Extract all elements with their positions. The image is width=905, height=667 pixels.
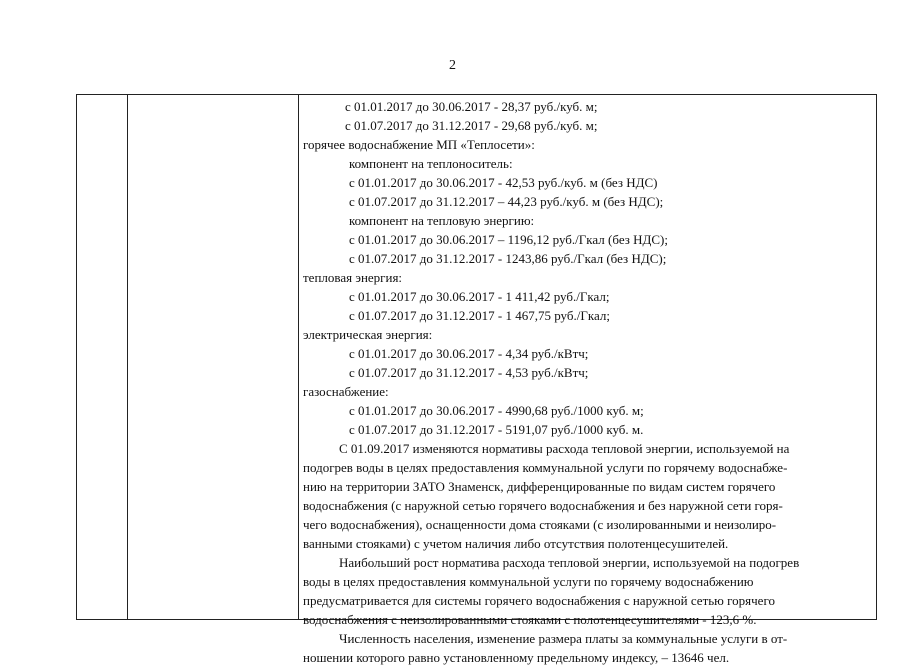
text-line: с 01.01.2017 до 30.06.2017 - 1 411,42 руб./Гкал; xyxy=(349,289,610,304)
text-line: с 01.01.2017 до 30.06.2017 – 1196,12 руб./Гкал (без НДС); xyxy=(349,232,668,247)
text-line: компонент на теплоноситель: xyxy=(349,156,513,171)
text-line: Наибольший рост норматива расхода тепловой энергии, используемой на подогрев xyxy=(339,555,800,570)
table-column-divider xyxy=(298,95,299,619)
text-line: с 01.01.2017 до 30.06.2017 - 28,37 руб./куб. м; xyxy=(345,99,598,114)
text-line: с 01.01.2017 до 30.06.2017 - 4,34 руб./кВтч; xyxy=(349,346,589,361)
text-line: с 01.01.2017 до 30.06.2017 - 42,53 руб./куб. м (без НДС) xyxy=(349,175,658,190)
text-line: водоснабжения с неизолированными стояками с полотенцесушителями - 123,6 %. xyxy=(303,612,757,627)
text-line: нию на территории ЗАТО Знаменск, дифференцированные по видам систем горячего xyxy=(303,479,776,494)
text-line: газоснабжение: xyxy=(303,384,389,399)
text-line: ванными стояками) с учетом наличия либо отсутствия полотенцесушителей. xyxy=(303,536,729,551)
text-line: С 01.09.2017 изменяются нормативы расхода тепловой энергии, используемой на xyxy=(339,441,790,456)
text-line: тепловая энергия: xyxy=(303,270,403,285)
text-line: подогрев воды в целях предоставления коммунальной услуги по горячему водоснабже- xyxy=(303,460,788,475)
text-line: с 01.07.2017 до 31.12.2017 – 44,23 руб./куб. м (без НДС); xyxy=(349,194,664,209)
page-number: 2 xyxy=(449,58,456,73)
table-cell-content xyxy=(303,97,873,667)
table-column-divider xyxy=(127,95,128,619)
text-line: с 01.07.2017 до 31.12.2017 - 4,53 руб./кВтч; xyxy=(349,365,589,380)
text-line: с 01.07.2017 до 31.12.2017 - 29,68 руб./куб. м; xyxy=(345,118,598,133)
text-line: с 01.07.2017 до 31.12.2017 - 1243,86 руб./Гкал (без НДС); xyxy=(349,251,667,266)
text-line: водоснабжения (с наружной сетью горячего водоснабжения и без наружной сети горя- xyxy=(303,498,783,513)
text-line: горячее водоснабжение МП «Теплосети»: xyxy=(303,137,535,152)
text-line: чего водоснабжения), оснащенности дома стояками (с изолированными и неизолиро- xyxy=(303,517,777,532)
text-line: электрическая энергия: xyxy=(303,327,433,342)
document-table xyxy=(76,94,877,665)
text-line: ношении которого равно установленному предельному индексу, – 13646 чел. xyxy=(303,650,730,665)
text-line: с 01.07.2017 до 31.12.2017 - 5191,07 руб./1000 куб. м. xyxy=(349,422,644,437)
text-line: компонент на тепловую энергию: xyxy=(349,213,535,228)
text-line: с 01.01.2017 до 30.06.2017 - 4990,68 руб./1000 куб. м; xyxy=(349,403,644,418)
text-line: Численность населения, изменение размера платы за коммунальные услуги в от- xyxy=(339,631,788,646)
text-line: с 01.07.2017 до 31.12.2017 - 1 467,75 руб./Гкал; xyxy=(349,308,610,323)
text-line: предусматривается для системы горячего водоснабжения с наружной сетью горячего xyxy=(303,593,775,608)
text-line: воды в целях предоставления коммунальной услуги по горячему водоснабжению xyxy=(303,574,754,589)
